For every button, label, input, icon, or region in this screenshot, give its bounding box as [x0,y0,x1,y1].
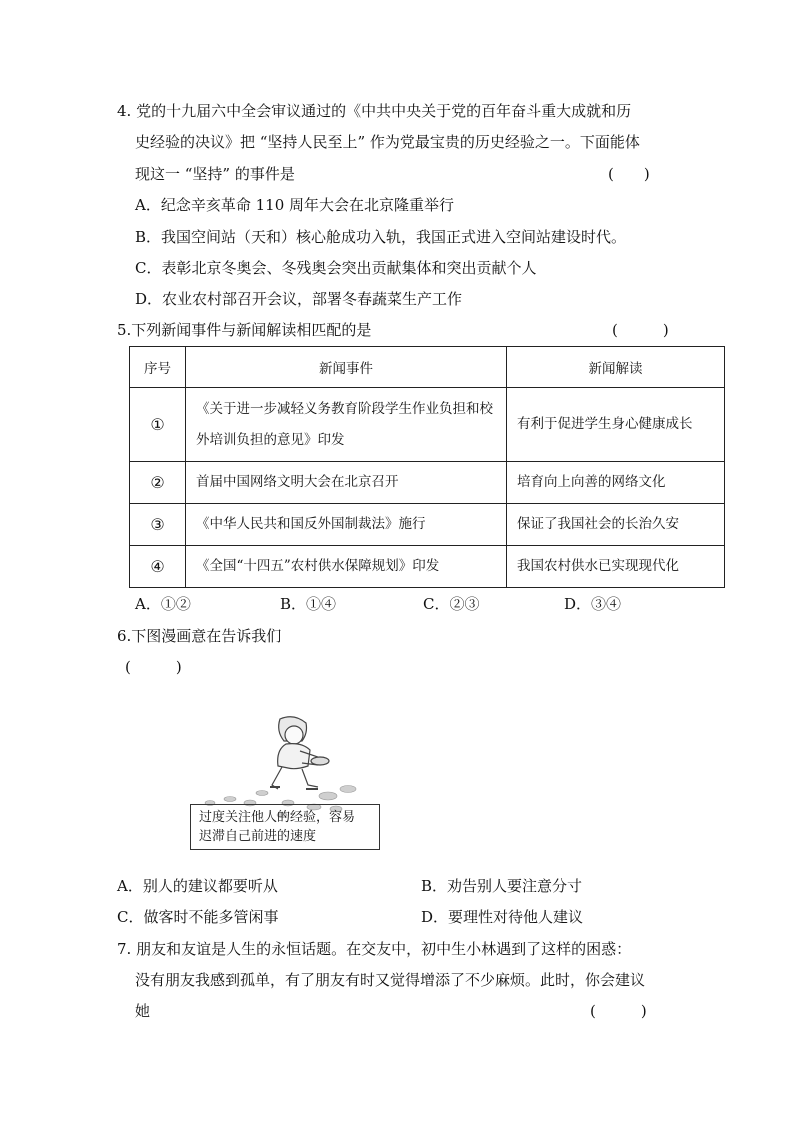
person-figure [270,717,329,789]
q5-answer-paren: ( ) [612,321,669,339]
row-event: 《关于进一步减轻义务教育阶段学生作业负担和校外培训负担的意见》印发 [186,388,507,462]
table-row [130,388,725,462]
news-table [129,346,725,588]
row-explain: 保证了我国社会的长治久安 [507,504,725,546]
cartoon-caption [190,804,380,850]
row-explain: 我国农村供水已实现现代化 [507,546,725,588]
row-explain: 有利于促进学生身心健康成长 [507,388,725,462]
q5-option-c: C．②③ [423,595,480,613]
table-row [130,462,725,504]
caption-line-1: 过度关注他人的经验，容易 [199,810,356,825]
q6-option-b: B．劝告别人要注意分寸 [421,877,583,895]
header-explain: 新闻解读 [507,347,725,388]
q6-option-c: C．做客时不能多管闲事 [117,908,279,926]
q4-option-b: B．我国空间站（天和）核心舱成功入轨，我国正式进入空间站建设时代。 [135,228,627,246]
q4-stem-line-2: 史经验的决议》把 “坚持人民至上” 作为党最宝贵的历史经验之一。下面能体 [135,133,640,151]
row-number: ① [130,388,186,462]
q6-option-d: D．要理性对待他人建议 [421,908,584,926]
q7-stem-line-1: 7. 朋友和友谊是人生的永恒话题。在交友中，初中生小林遇到了这样的困惑： [117,940,632,958]
q6-answer-paren: ( ) [125,658,182,676]
q5-option-a: A．①② [135,595,191,613]
row-event: 首届中国网络文明大会在北京召开 [186,462,507,504]
row-number: ④ [130,546,186,588]
q7-stem-line-2: 没有朋友我感到孤单，有了朋友有时又觉得增添了不少麻烦。此时，你会建议 [135,971,646,989]
q4-option-a: A．纪念辛亥革命 110 周年大会在北京隆重举行 [135,196,455,214]
q7-stem-line-3: 她 [135,1002,151,1020]
q4-option-c: C．表彰北京冬奥会、冬残奥会突出贡献集体和突出贡献个人 [135,259,537,277]
row-event: 《全国“十四五”农村供水保障规划》印发 [186,546,507,588]
q4-stem-line-3: 现这一 “坚持” 的事件是 [135,165,295,183]
header-event: 新闻事件 [186,347,507,388]
q4-stem-line-1: 4. 党的十九届六中全会审议通过的《中共中央关于党的百年奋斗重大成就和历 [117,102,632,120]
q4-answer-paren: ( ) [608,165,650,183]
q6-option-a: A．别人的建议都要听从 [117,877,278,895]
caption-line-2: 迟滞自己前进的速度 [199,829,317,844]
table-row [130,546,725,588]
q4-option-d: D．农业农村部召开会议，部署冬春蔬菜生产工作 [135,290,463,308]
q7-answer-paren: ( ) [590,1002,647,1020]
row-explain: 培育向上向善的网络文化 [507,462,725,504]
q5-option-b: B．①④ [280,595,337,613]
table-row [130,504,725,546]
q6-stem: 6.下图漫画意在告诉我们 [117,627,282,645]
table-header-row [130,347,725,388]
header-number: 序号 [130,347,186,388]
q5-option-d: D．③④ [564,595,622,613]
row-number: ③ [130,504,186,546]
row-number: ② [130,462,186,504]
row-event: 《中华人民共和国反外国制裁法》施行 [186,504,507,546]
q5-stem: 5.下列新闻事件与新闻解读相匹配的是 [117,321,372,339]
